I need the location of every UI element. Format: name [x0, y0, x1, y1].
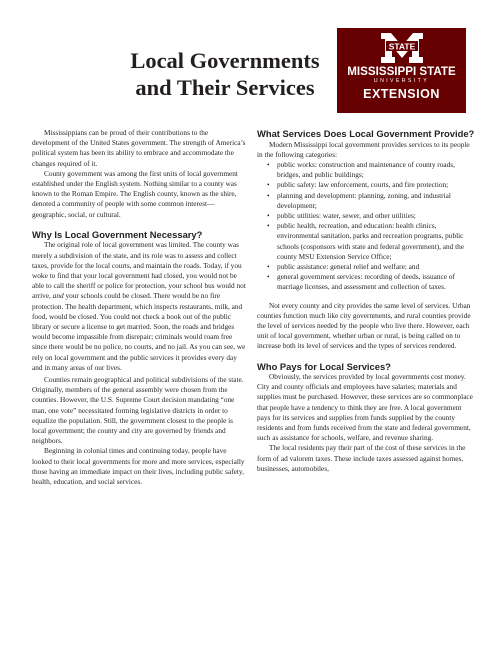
services-list-item: • general government services: recording of deeds, issuance of marriage licenses, and assessment and collection of taxes. [277, 272, 475, 292]
logo-line-2: UNIVERSITY [373, 78, 430, 84]
services-list-item: • public health, recreation, and education: health clinics, environmental sanitation, parks and recreation programs, public schools (cosponsors with state and federal government), and the county MSU Extension Service Office; [277, 221, 475, 262]
heading-who-pays: Who Pays for Local Services? [257, 360, 391, 372]
intro-paragraph-1: Mississippians can be proud of their contributions to the development of the United States government. The strength of America’s political system has been its ability to embrace and accommodate the changes required of it. [32, 128, 246, 168]
services-list-item: • planning and development: planning, zoning, and industrial development; [277, 191, 475, 211]
logo-line-1: MISSISSIPPI STATE [347, 65, 456, 78]
who-pays-paragraph-2: The local residents pay their part of the cost of these services in the form of ad valorem taxes. These include taxes assessed against homes, businesses, automobiles, [257, 443, 466, 473]
title-line-2: and Their Services [135, 75, 315, 100]
services-list [257, 160, 475, 293]
who-pays-paragraph-1: Obviously, the services provided by local governments cost money. City and county officials and employees have salaries; materials and supplies must be purchased. However, these services are so commonplace that people have a tendency to think they are free. A local government pays for its services and supplies from funds supplied by the county residents and from funds received from the state and federal government, such as assistance for schools, welfare, and revenue sharing. [257, 372, 473, 443]
necessary-paragraph-2: Counties remain geographical and political subdivisions of the state. Originally, members of the general assembly were chosen from the counties. However, the U.S. Supreme Court decision mandating “one man, one vote” necessitated forming legislative districts in order to equalize the population. Still, the government closest to the people is local government; the county and city are governed by friends and neighbors. [32, 374, 244, 446]
services-list-item: • public assistance: general relief and welfare; and [277, 262, 475, 272]
logo-line-3: EXTENSION [363, 87, 440, 101]
services-intro: Modern Mississippi local government provides services to its people in the following categories: [257, 139, 470, 159]
heading-why-necessary: Why Is Local Government Necessary? [32, 228, 203, 240]
services-list-item: • public safety: law enforcement, courts, and fire protection; [277, 180, 475, 190]
emphasis-and: and [52, 291, 64, 301]
necessary-text-a: The original role of local government was limited. The county was merely a subdivision of the state, and its role was to assess and collect taxes, provide for the local courts, and maintain the roads. Today, if you woke to find that your local government had closed, you would not be able to call the sheriff or police for protection, your school bus would not arrive, [32, 240, 246, 301]
necessary-paragraph-3: Beginning in colonial times and continuing today, people have looked to their local governments for more and more services, especially those having an immediate impact on their lives, including public safety, health, education, and social services. [32, 446, 245, 486]
necessary-paragraph-1 [32, 240, 246, 373]
intro-paragraph-2: County government was among the first units of local government established under the English system. Nothing similar to a county was known to the Roman Empire. The English county, known as the shire, denoted a community of people with some common interest—geographic, social, or cultural. [32, 168, 238, 219]
services-level-paragraph: Not every county and city provides the same level of services. Urban counties function much like city governments, and rural counties provide the level of services needed by the people who live there. However, each unit of local government, whether urban or rural, is being called on to increase both its level of services and the types of services rendered. [257, 300, 471, 351]
msu-m-state-emblem-icon [379, 31, 425, 65]
necessary-text-b: your schools could be closed. There would be no fire protection. The health department, which inspects restaurants, milk, and food, would be closed. You could not check a book out of the public library or secure a license to get married. Soon, the roads and bridges would become impassible from disrepair; criminals would roam free since there would be no police, no courts, and no jail. As you can see, we rely on local government and the public services it provides every day and in many areas of our lives. [32, 291, 246, 372]
document-title [100, 47, 350, 101]
title-line-1: Local Governments [130, 48, 320, 73]
services-list-item: • public works: construction and maintenance of county roads, bridges, and public buildings; [277, 160, 475, 180]
msu-extension-logo [337, 28, 466, 113]
services-list-item: • public utilities: water, sewer, and other utilities; [277, 211, 475, 221]
emblem-text: STATE [388, 41, 415, 52]
right-column [257, 128, 475, 474]
left-column [32, 128, 246, 487]
heading-what-services: What Services Does Local Government Provide? [257, 128, 475, 139]
